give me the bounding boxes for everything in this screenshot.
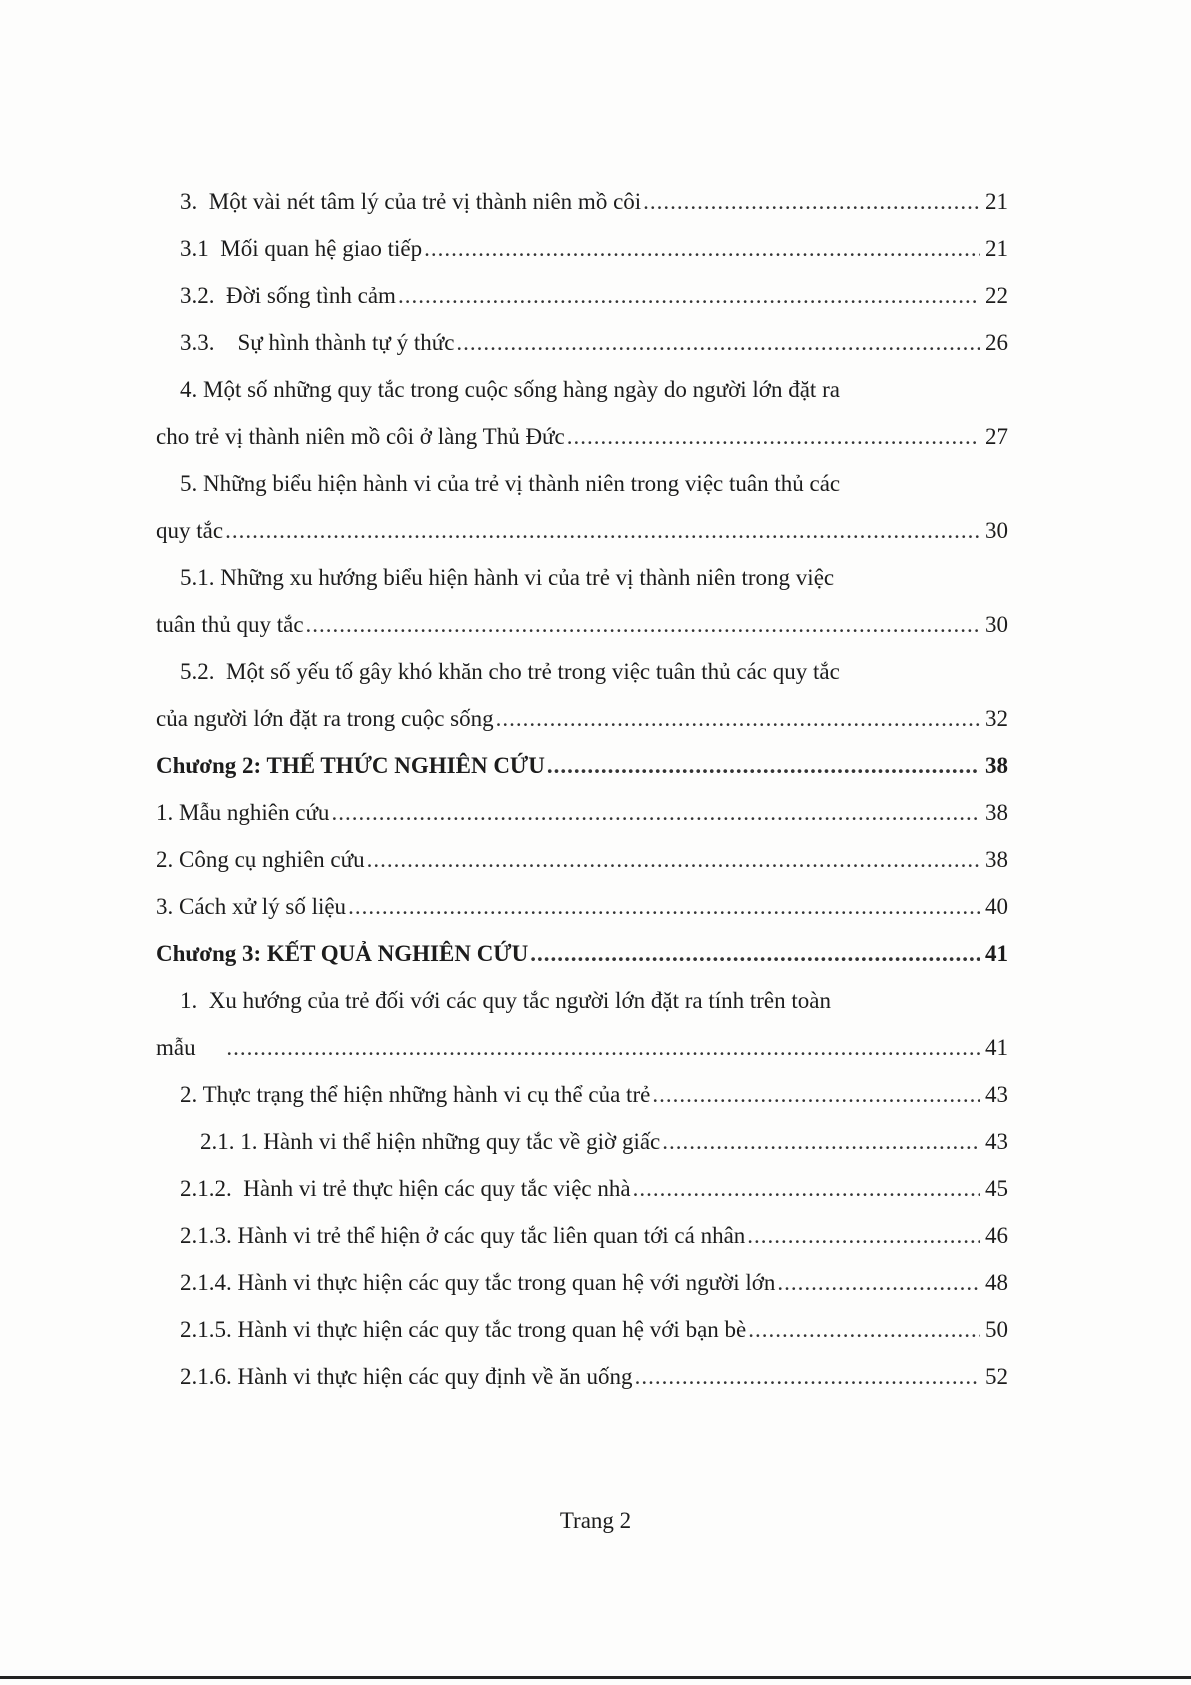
- toc-entry: [180, 1306, 1008, 1353]
- toc-entry: [180, 1165, 1008, 1212]
- toc-page-number: 45: [985, 1176, 1008, 1201]
- toc-entry: [156, 1024, 1008, 1071]
- toc-page-number: 38: [985, 800, 1008, 825]
- toc-entry-text: tuân thủ quy tắc: [156, 612, 304, 637]
- dot-leader: [348, 883, 980, 930]
- toc-page-number: 38: [985, 753, 1008, 778]
- toc-page-number: 46: [985, 1223, 1008, 1248]
- toc-entry: [156, 836, 1008, 883]
- toc-entry: [156, 742, 1008, 789]
- dot-leader: [547, 742, 980, 789]
- toc-entry-text: 5.2. Một số yếu tố gây khó khăn cho trẻ trong việc tuân thủ các quy tắc: [180, 659, 840, 684]
- page-footer: Trang 2: [559, 1508, 632, 1533]
- dot-leader: [226, 1024, 980, 1071]
- toc-page-number: 27: [985, 424, 1008, 449]
- toc-entry-text: của người lớn đặt ra trong cuộc sống: [156, 706, 494, 731]
- toc-entry-text: mẫu: [156, 1035, 225, 1060]
- toc-entry: [180, 272, 1008, 319]
- toc-entry-text: 1. Mẫu nghiên cứu: [156, 800, 330, 825]
- toc-entry: [156, 930, 1008, 977]
- dot-leader: [456, 319, 980, 366]
- toc-page-number: 30: [985, 518, 1008, 543]
- toc-entry: [180, 366, 970, 413]
- dot-leader: [748, 1306, 980, 1353]
- toc-entry-text: 2.1.3. Hành vi trẻ thể hiện ở các quy tắc liên quan tới cá nhân: [180, 1223, 746, 1248]
- dot-leader: [635, 1353, 980, 1400]
- toc-entry-text: Chương 2: THẾ THỨC NGHIÊN CỨU: [156, 753, 545, 778]
- toc-entry: [180, 1071, 1008, 1118]
- toc-entry: [180, 319, 1008, 366]
- dot-leader: [747, 1212, 980, 1259]
- toc-entry: [156, 601, 1008, 648]
- toc-entry-text: Chương 3: KẾT QUẢ NGHIÊN CỨU: [156, 941, 529, 966]
- toc-page-number: 22: [985, 283, 1008, 308]
- toc-entry: [180, 1353, 1008, 1400]
- toc-page-number: 41: [985, 941, 1008, 966]
- toc-entry: [180, 648, 970, 695]
- toc-page-number: 21: [985, 236, 1008, 261]
- toc-entry: [200, 1118, 1008, 1165]
- toc-entry: [156, 695, 1008, 742]
- toc-entry-text: 2.1.4. Hành vi thực hiện các quy tắc trong quan hệ với người lớn: [180, 1270, 776, 1295]
- toc-entry-text: quy tắc: [156, 518, 224, 543]
- toc-entry-text: 2.1.2. Hành vi trẻ thực hiện các quy tắc việc nhà: [180, 1176, 631, 1201]
- toc-page-number: 43: [985, 1082, 1008, 1107]
- toc-entry: [156, 507, 1008, 554]
- dot-leader: [643, 178, 980, 225]
- toc-entry: [156, 883, 1008, 930]
- toc-entry: [180, 977, 970, 1024]
- toc-page-number: 21: [985, 189, 1008, 214]
- dot-leader: [530, 930, 980, 977]
- toc-page-number: 52: [985, 1364, 1008, 1389]
- toc-entry: [180, 1212, 1008, 1259]
- toc-entry: [180, 178, 1008, 225]
- toc-page-number: 48: [985, 1270, 1008, 1295]
- bottom-edge-rule: [0, 1676, 1191, 1679]
- toc-entry-text: 2.1.6. Hành vi thực hiện các quy định về ăn uống: [180, 1364, 633, 1389]
- dot-leader: [662, 1118, 980, 1165]
- toc-entry-text: 3.1 Mối quan hệ giao tiếp: [180, 236, 423, 261]
- dot-leader: [633, 1165, 980, 1212]
- toc-entry-text: cho trẻ vị thành niên mồ côi ở làng Thủ Đức: [156, 424, 565, 449]
- toc-entry-text: 3. Cách xử lý số liệu: [156, 894, 347, 919]
- toc-page-number: 40: [985, 894, 1008, 919]
- toc-page-number: 26: [985, 330, 1008, 355]
- toc-entry-text: 3.3. Sự hình thành tự ý thức: [180, 330, 455, 355]
- toc-page-number: 41: [985, 1035, 1008, 1060]
- toc-page-number: 38: [985, 847, 1008, 872]
- toc-entry-text: 2. Công cụ nghiên cứu: [156, 847, 365, 872]
- toc-entry: [180, 225, 1008, 272]
- dot-leader: [567, 413, 980, 460]
- toc-entry: [156, 413, 1008, 460]
- dot-leader: [331, 789, 980, 836]
- toc-page-number: 43: [985, 1129, 1008, 1154]
- toc-entry: [156, 789, 1008, 836]
- dot-leader: [652, 1071, 980, 1118]
- toc-entry: [180, 1259, 1008, 1306]
- dot-leader: [398, 272, 980, 319]
- toc-entry-text: 3.2. Đời sống tình cảm: [180, 283, 396, 308]
- dot-leader: [424, 225, 980, 272]
- toc-entry: [180, 554, 970, 601]
- toc-entry-text: 2. Thực trạng thể hiện những hành vi cụ thể của trẻ: [180, 1082, 651, 1107]
- dot-leader: [496, 695, 980, 742]
- dot-leader: [306, 601, 980, 648]
- toc-entry-text: 5.1. Những xu hướng biểu hiện hành vi của trẻ vị thành niên trong việc: [180, 565, 835, 590]
- toc-entry-text: 2.1.5. Hành vi thực hiện các quy tắc trong quan hệ với bạn bè: [180, 1317, 747, 1342]
- table-of-contents: [156, 178, 1008, 1400]
- toc-page-number: 30: [985, 612, 1008, 637]
- toc-entry-text: 4. Một số những quy tắc trong cuộc sống hàng ngày do người lớn đặt ra: [180, 377, 840, 402]
- toc-entry: [180, 460, 970, 507]
- toc-page-number: 32: [985, 706, 1008, 731]
- toc-entry-text: 5. Những biểu hiện hành vi của trẻ vị thành niên trong việc tuân thủ các: [180, 471, 841, 496]
- toc-page-number: 50: [985, 1317, 1008, 1342]
- toc-entry-text: 1. Xu hướng của trẻ đối với các quy tắc người lớn đặt ra tính trên toàn: [180, 988, 831, 1013]
- dot-leader: [225, 507, 980, 554]
- toc-entry-text: 2.1. 1. Hành vi thể hiện những quy tắc về giờ giấc: [200, 1129, 661, 1154]
- dot-leader: [777, 1259, 980, 1306]
- dot-leader: [367, 836, 980, 883]
- toc-entry-text: 3. Một vài nét tâm lý của trẻ vị thành niên mồ côi: [180, 189, 642, 214]
